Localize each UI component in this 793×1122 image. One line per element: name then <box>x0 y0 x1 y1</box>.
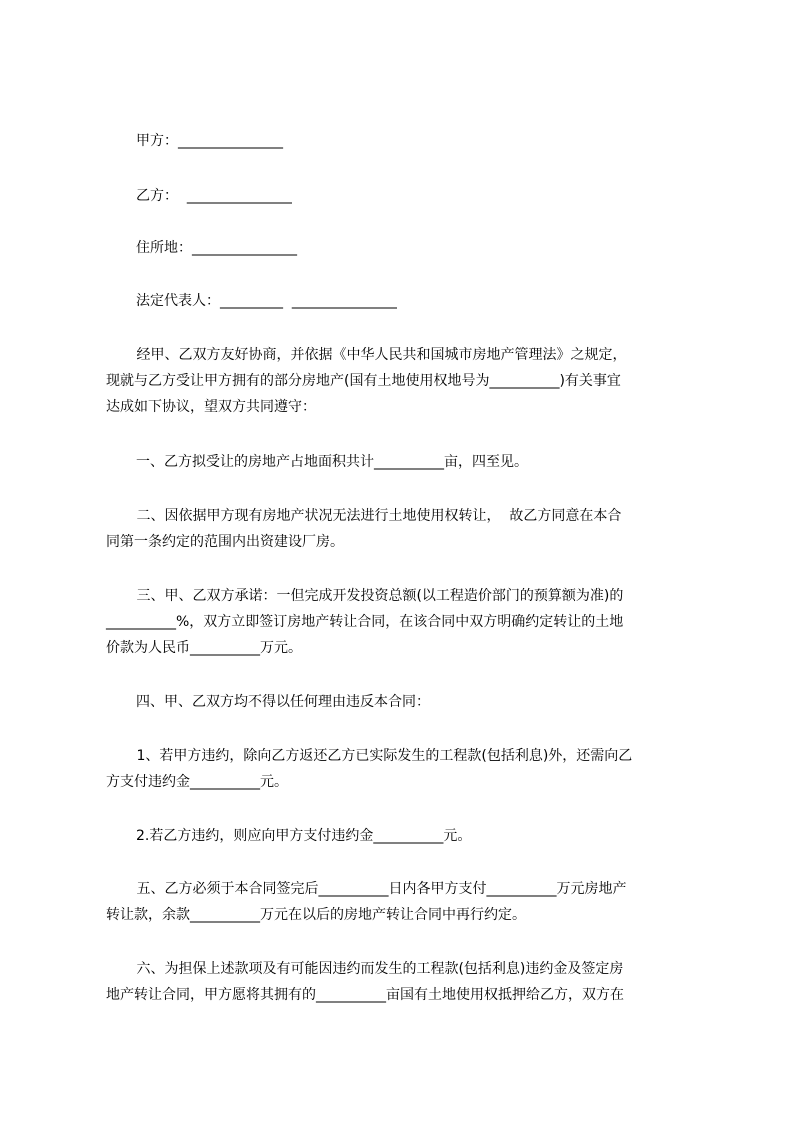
clause-3-line-3: 价款为人民币__________万元。 <box>106 640 302 656</box>
intro-paragraph-line-1: 经甲、乙双方友好协商，并依据《中华人民共和国城市房地产管理法》之规定， <box>132 347 627 363</box>
intro-paragraph-line-3: 达成如下协议，望双方共同遵守： <box>106 399 316 415</box>
clause-5-line-1: 五、乙方必须于本合同签完后__________日内各甲方支付__________万元房地产 <box>132 881 627 897</box>
intro-paragraph-line-2: 现就与乙方受让甲方拥有的部分房地产(国有土地使用权地号为__________)有关事宜 <box>106 373 621 389</box>
clause-4: 四、甲、乙双方均不得以任何理由违反本合同： <box>136 694 430 710</box>
party-a-line: 甲方：_______________ <box>136 133 283 149</box>
clause-6-line-1: 六、为担保上述款项及有可能因违约而发生的工程款(包括利息)违约金及签定房 <box>132 961 624 977</box>
legal-representative-line: 法定代表人：_________ _______________ <box>136 293 397 309</box>
clause-1: 一、乙方拟受让的房地产占地面积共计__________亩，四至见。 <box>136 454 528 470</box>
clause-4-1-line-1: 1、若甲方违约，除向乙方返还乙方已实际发生的工程款(包括利息)外，还需向乙 <box>132 748 633 764</box>
address-line: 住所地：_______________ <box>136 240 297 256</box>
clause-3-line-2: __________%，双方立即签订房地产转让合同，在该合同中双方明确约定转让的土地 <box>106 614 624 630</box>
party-b-line: 乙方： _______________ <box>136 188 292 204</box>
clause-6-line-2: 地产转让合同，甲方愿将其拥有的__________亩国有土地使用权抵押给乙方，双方在 <box>106 987 624 1003</box>
clause-2-line-2: 同第一条约定的范围内出资建设厂房。 <box>106 534 344 550</box>
clause-2-line-1: 二、因依据甲方现有房地产状况无法进行土地使用权转让， 故乙方同意在本合 <box>132 508 622 524</box>
clause-5-line-2: 转让款，余款__________万元在以后的房地产转让合同中再行约定。 <box>106 907 526 923</box>
clause-3-line-1: 三、甲、乙双方承诺：一但完成开发投资总额(以工程造价部门的预算额为准)的 <box>132 588 624 604</box>
clause-4-1-line-2: 方支付违约金__________元。 <box>106 774 288 790</box>
clause-4-2: 2.若乙方违约，则应向甲方支付违约金__________元。 <box>136 828 472 844</box>
